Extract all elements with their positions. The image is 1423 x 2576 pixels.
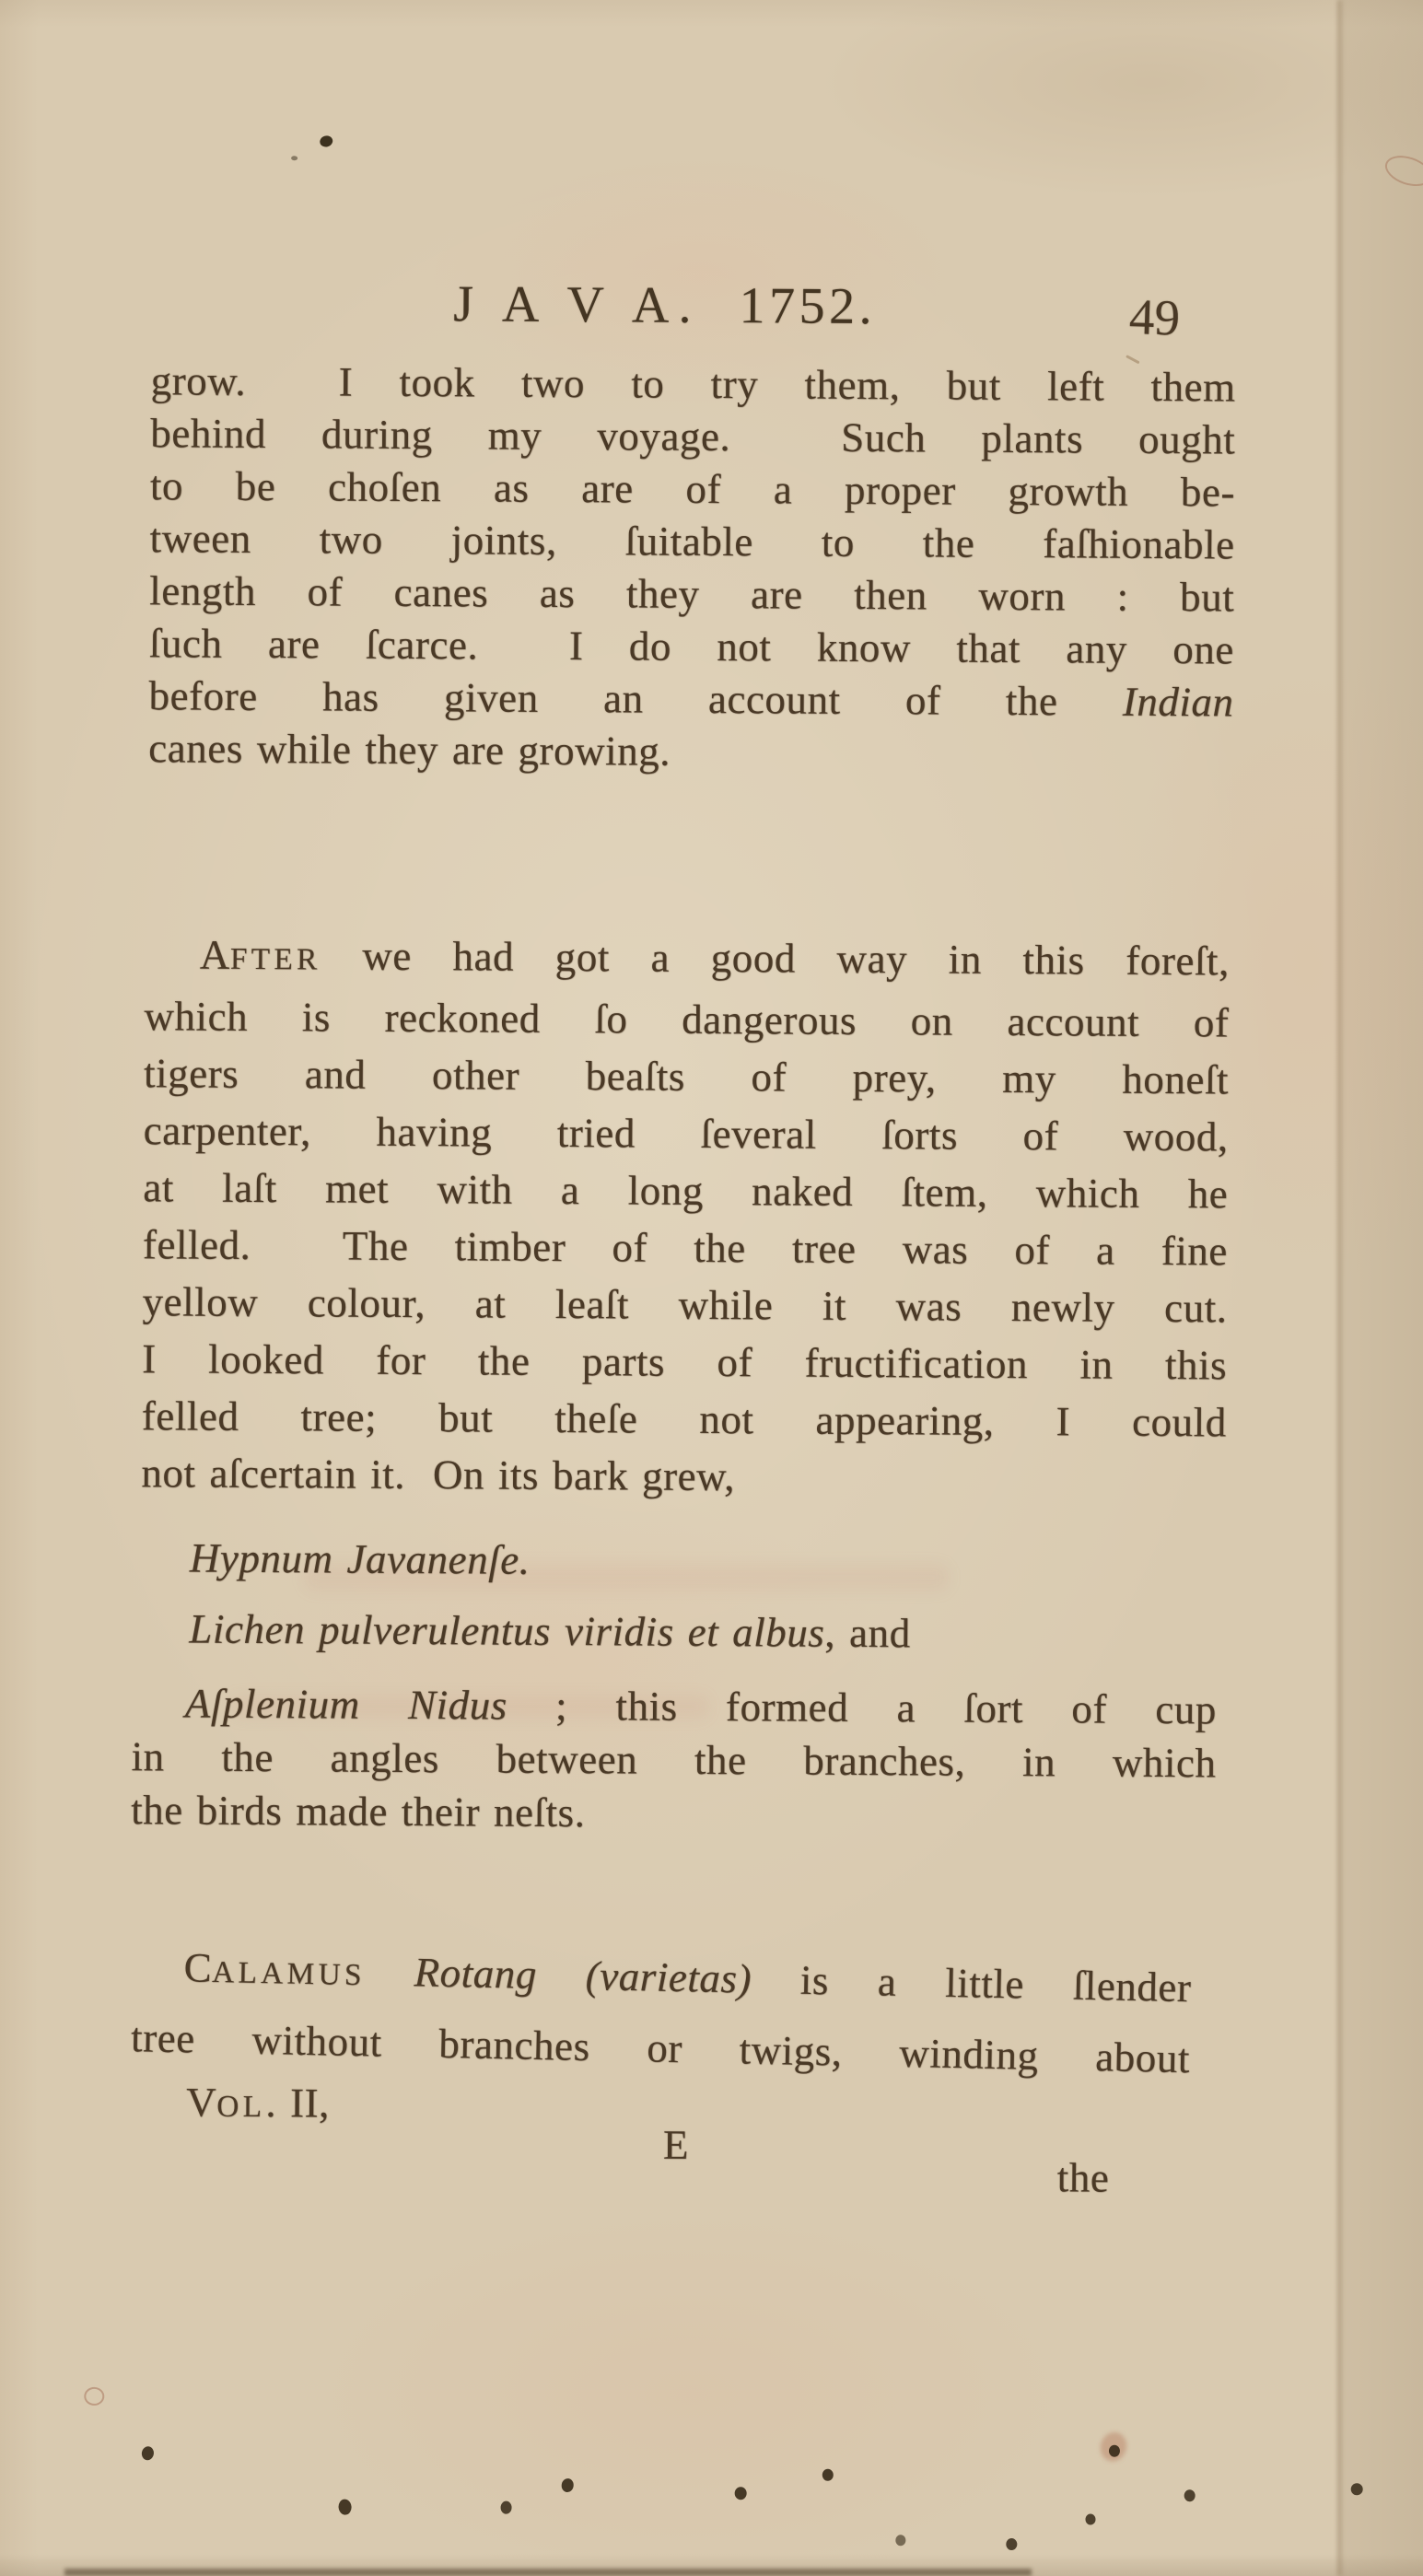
ink-ring-mark [84,2387,104,2406]
roman-text: we had got a good way in this foreſt, [321,932,1230,985]
small-caps-text: ALAMUS [211,1954,367,1993]
para-forest-line-4 [144,1102,1229,1165]
para-forest-line-6 [143,1216,1228,1279]
para-calamus [130,1933,1192,2092]
ink-dot-mark [501,2501,512,2514]
ink-dot-mark [895,2535,905,2546]
para-forest-line-3 [144,1044,1229,1108]
para-forest-line-7 [142,1273,1227,1336]
roman-text: to be choſen as are of a proper growth be- [149,462,1236,516]
para-forest-line-10 [141,1444,1226,1508]
ink-dot-mark [735,2487,747,2500]
roman-text: . II, [265,2080,331,2127]
para-asplenium-line-1 [132,1676,1217,1736]
roman-text: tree without branches or twigs, winding about [130,2014,1191,2082]
roman-text: V [186,2079,217,2126]
roman-text: grow. I took two to try them, but left them [150,357,1236,411]
ink-dot-mark [338,2499,353,2515]
footer-signature [663,2119,847,2173]
running-header [453,274,876,336]
roman-text: behind during my voyage. Such plants ought [150,410,1236,463]
ink-dot-mark [141,2445,155,2461]
roman-text: length of canes as they are then worn : but [149,567,1235,621]
para-forest-line-1 [145,926,1230,994]
ink-dot-mark [561,2477,575,2493]
italic-text: Indian [1122,678,1234,726]
roman-text [365,1948,414,1995]
roman-text: canes while they are growing. [148,725,671,775]
small-caps-text: FTER [229,941,321,977]
roman-text: not aſcertain it. On its bark grew, [141,1450,736,1500]
para-asplenium [131,1676,1217,1843]
para-canes-line-2 [150,407,1235,466]
roman-text: which is reckoned ſo dangerous on account of [144,993,1230,1046]
roman-text: felled. The timber of the tree was of a fine [142,1221,1229,1275]
roman-text: , and [824,1609,911,1657]
italic-text: Hypnum Javanenſe. [189,1534,531,1583]
roman-text: felled tree; but theſe not appearing, I could [141,1393,1227,1446]
footer-catchword [1057,2151,1242,2205]
para-forest-line-2 [144,987,1229,1051]
roman-text: the birds made their neſts. [131,1787,586,1836]
roman-text: E [662,2121,690,2168]
ink-ring-mark [1382,150,1423,192]
para-asplenium-line-3 [131,1783,1216,1843]
footer-volume [186,2077,573,2136]
para-canes-line-3 [150,460,1235,519]
page-number: 49 [1128,288,1182,346]
para-forest-line-8 [142,1330,1227,1393]
footer-volume-line-1 [186,2077,573,2136]
footer-catchword-line-1 [1057,2151,1242,2205]
para-canes-line-4 [149,512,1234,571]
species-hypnum-line-1 [136,1531,1221,1591]
small-caps-text: OL [216,2089,266,2125]
para-forest-line-5 [143,1159,1228,1222]
para-canes [148,355,1236,781]
ink-dot-mark [1085,2514,1095,2525]
ink-dot-mark [319,134,334,148]
species-lichen-line-1 [135,1602,1220,1661]
roman-text: A [199,931,231,978]
ink-dot-mark [1351,2483,1363,2495]
roman-text: ; this formed a ſort of cup [507,1682,1218,1733]
roman-text: yellow colour, at leaſt while it was newly cut. [142,1278,1228,1332]
ink-dot-mark [1184,2489,1196,2501]
footer-signature-line-1 [663,2119,847,2173]
roman-text: I looked for the parts of fructification in this [142,1335,1228,1389]
roman-text: before has given an account of the [148,672,1123,725]
italic-text: Lichen pulverulentus viridis et albus [189,1605,825,1656]
header-year: 1752. [739,277,877,336]
ink-marks-layer [7,0,1423,5]
italic-text: Aſplenium Nidus [184,1680,507,1729]
roman-text: the [1056,2154,1110,2201]
ink-dot-mark [822,2469,834,2481]
roman-text: ſuch are ſcarce. I do not know that any one [148,620,1235,673]
roman-text: is a little ſlender [751,1955,1193,2011]
roman-text: C [183,1944,213,1991]
para-forest [141,926,1230,1508]
species-hypnum [136,1531,1221,1591]
ink-dot-mark [1109,2445,1120,2457]
para-canes-line-6 [149,617,1234,676]
ink-dot-mark [1006,2538,1017,2550]
header-place-title: J A V A. [452,275,701,334]
italic-text: Rotang (varietas) [414,1949,752,2002]
ink-dot-mark [291,156,297,160]
roman-text: tween two joints, ſuitable to the faſhionable [149,515,1235,568]
para-forest-line-9 [142,1387,1227,1451]
roman-text: in the angles between the branches, in which [131,1733,1217,1787]
para-asplenium-line-2 [131,1730,1216,1789]
species-lichen [135,1602,1220,1661]
roman-text: at laſt met with a long naked ſtem, which he [143,1164,1229,1218]
roman-text: tigers and other beaſts of prey, my honeſt [143,1050,1230,1103]
para-canes-line-8 [148,722,1233,781]
roman-text: carpenter, having tried ſeveral ſorts of wood, [143,1107,1229,1160]
para-canes-line-1 [150,355,1235,414]
para-canes-line-5 [149,565,1234,624]
para-canes-line-7 [148,670,1233,729]
